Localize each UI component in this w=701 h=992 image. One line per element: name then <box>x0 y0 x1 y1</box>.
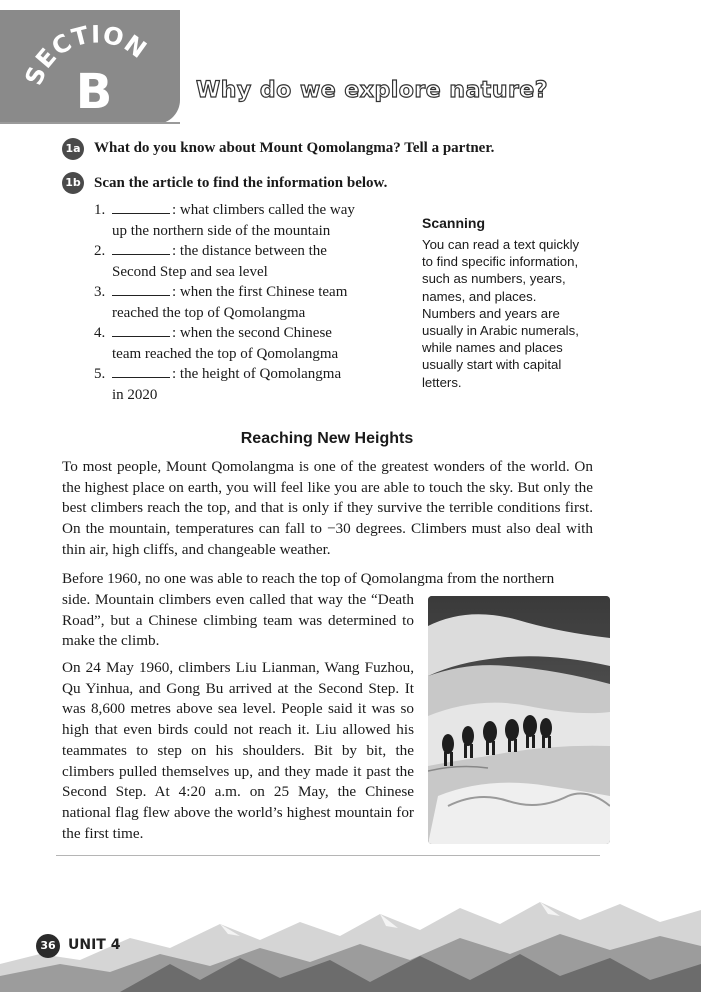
section-letter: B <box>75 64 113 120</box>
tip-title: Scanning <box>422 215 486 231</box>
question-item <box>94 364 394 405</box>
question-number: 4. <box>94 325 106 341</box>
question-text-continued: reached the top of Qomolangma <box>112 304 306 321</box>
question-text: : what climbers called the way <box>172 202 355 218</box>
question-item <box>94 282 394 323</box>
tip-body: You can read a text quickly to find specific information, such as numbers, years, names, and places. Numbers and years are usually in Arabic numerals, while names and places usually start with capital letters. <box>422 237 580 390</box>
question-text-continued: team reached the top of Qomolangma <box>112 345 339 362</box>
article-title: Reaching New Heights <box>240 430 414 447</box>
activity-1a-badge: 1a <box>62 138 84 160</box>
section-badge <box>0 10 180 124</box>
activity-1b-badge: 1b <box>62 172 84 194</box>
question-item <box>94 200 394 241</box>
question-number: 2. <box>94 243 106 259</box>
article-paragraph-3: On 24 May 1960, climbers Liu Lianman, Wang Fuzhou, Qu Yinhua, and Gong Bu arrived at the Second Step. It was 8,600 metres above sea level. People said it was so high that even birds could not reach it. Liu allowed his teammates to step on his shoulders. Bit by bit, the climbers pulled themselves up, and they made it past the Second Step. At 4:20 a.m. on 25 May, the Chinese national flag flew above the world’s highest mountain for the first time. <box>62 659 414 842</box>
activity-1b-text: Scan the article to find the information below. <box>94 175 388 191</box>
climbers-photo <box>428 596 610 844</box>
question-number: 5. <box>94 366 106 382</box>
page-title: Why do we explore nature? <box>196 78 549 103</box>
question-number: 1. <box>94 202 106 218</box>
answer-blank[interactable] <box>112 282 170 296</box>
answer-blank[interactable] <box>112 364 170 378</box>
question-text-continued: Second Step and sea level <box>112 263 268 280</box>
question-text-continued: up the northern side of the mountain <box>112 222 331 239</box>
unit-label: UNIT 4 <box>68 937 121 953</box>
page-number: 36 <box>36 934 60 958</box>
question-text: : the distance between the <box>172 243 327 259</box>
question-text: : when the second Chinese <box>172 325 332 341</box>
article-paragraph-2-first-line: Before 1960, no one was able to reach the top of Qomolangma from the northern <box>62 570 555 587</box>
svg-text:SECTION: SECTION <box>19 20 153 90</box>
question-item <box>94 323 394 364</box>
question-number: 3. <box>94 284 106 300</box>
article-paragraph-1: To most people, Mount Qomolangma is one of the greatest wonders of the world. On the highest place on earth, you will feel like you are able to touch the sky. But only the best climbers reach the top, and that is only if they survive the terrible conditions first. On the mountain, temperatures can fall to −30 degrees. Climbers must also deal with thin air, high cliffs, and changeable weather. <box>62 458 593 558</box>
question-text-continued: in 2020 <box>112 386 158 403</box>
activity-1a-text: What do you know about Mount Qomolangma? Tell a partner. <box>94 140 495 156</box>
answer-blank[interactable] <box>112 323 170 337</box>
answer-blank[interactable] <box>112 200 170 214</box>
question-text: : when the first Chinese team <box>172 284 348 300</box>
question-text: : the height of Qomolangma <box>172 366 342 382</box>
answer-blank[interactable] <box>112 241 170 255</box>
bottom-rule <box>56 855 600 856</box>
header-rule <box>0 122 180 124</box>
article-paragraph-2: side. Mountain climbers even called that way the “Death Road”, but a Chinese climbing team was determined to make the climb. <box>62 591 414 650</box>
question-item <box>94 241 394 282</box>
